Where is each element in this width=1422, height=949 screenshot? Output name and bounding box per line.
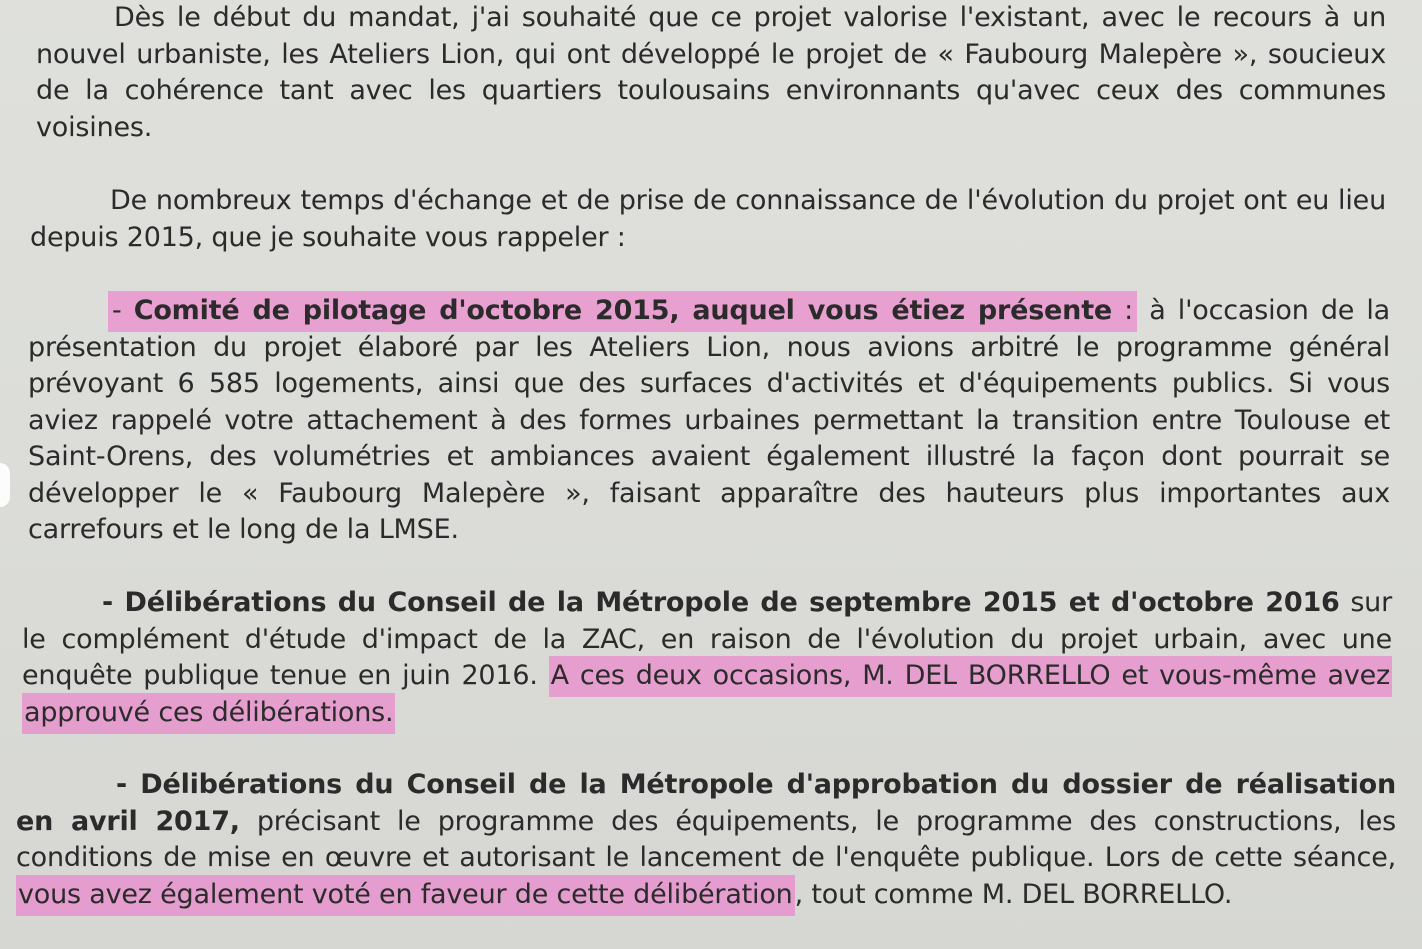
- paragraph-mandate: Dès le début du mandat, j'ai souhaité que ce projet valorise l'existant, avec le recours à un nouvel urbaniste, les Ateliers Lion, qui ont développé le projet de « Faubourg Malepère », soucieux de la cohérence tant avec les quartiers toulousains environnants qu'avec ceux des communes voisines.: [36, 2, 1386, 143]
- deliberations-2015-2016-body: sur le complément d'étude d'impact de la ZAC, en raison de l'évolution du projet urbain, avec une enquête publique tenue en juin 2016.: [22, 587, 1392, 691]
- deliberations-2017-heading: - Délibérations du Conseil de la Métropole d'approbation du dossier de réalisation en avril 2017,: [16, 769, 1396, 837]
- steering-committee-heading: Comité de pilotage d'octobre 2015, auquel vous étiez présente: [133, 295, 1113, 326]
- highlight-approval: A ces deux occasions, M. DEL BORRELLO et vous-même avez approuvé ces délibérations.: [22, 656, 1392, 734]
- deliberations-2017-body: précisant le programme des équipements, le programme des constructions, les conditions de mise en œuvre et autorisant le lancement de l'enquête publique. Lors de cette séance,: [16, 805, 1396, 873]
- paragraph-deliberations-2015-2016: [22, 585, 1392, 731]
- deliberations-2017-tail: , tout comme M. DEL BORRELLO.: [794, 878, 1233, 910]
- paragraph-steering-committee: [28, 293, 1390, 549]
- paragraph-exchanges-intro: De nombreux temps d'échange et de prise de connaissance de l'évolution du projet ont eu lieu depuis 2015, que je souhaite vous rappeler :: [30, 185, 1386, 253]
- highlight-steering-committee: [108, 291, 1137, 332]
- steering-committee-body: à l'occasion de la présentation du projet élaboré par les Ateliers Lion, nous avions arbitré le programme général prévoyant 6 585 logements, ainsi que des surfaces d'activités et d'équipements publics. Si vous aviez rappelé votre attachement à des formes urbaines permettant la transition entre Toulouse et Saint-Orens, des volumétries et ambiances avaient également illustré la façon dont pourrait se développer le « Faubourg Malepère », faisant apparaître des hauteurs plus importantes aux carrefours et le long de la LMSE.: [28, 295, 1390, 545]
- heading-colon: :: [1112, 295, 1134, 326]
- highlight-vote: vous avez également voté en faveur de cette délibération: [16, 875, 795, 916]
- edge-handle: [0, 463, 10, 507]
- deliberations-2015-2016-heading: - Délibérations du Conseil de la Métropole de septembre 2015 et d'octobre 2016: [102, 587, 1340, 618]
- bullet-dash: -: [112, 295, 134, 326]
- paragraph-deliberations-2017: [16, 767, 1396, 913]
